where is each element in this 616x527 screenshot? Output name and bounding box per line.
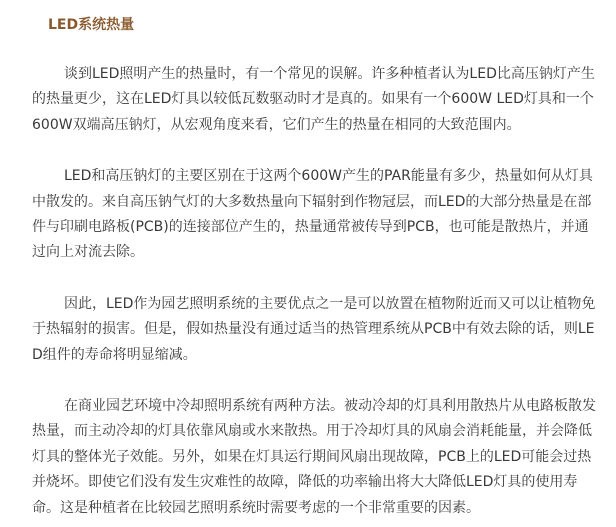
paragraph-4: 在商业园艺环境中冷却照明系统有两种方法。被动冷却的灯具利用散热片从电路板散发热量，而主动冷却的灯具依靠风扇或水来散热。用于冷却灯具的风扇会消耗能量，并会降低灯具的整体光子效能。另外，如果在灯具运行期间风扇出现故障，PCB上的LED可能会过热并烧坏。即使它们没有发生灾难性的故障，降低的功率输出将大大降低LED灯具的使用寿命。这是种植者在比较园艺照明系统时需要考虑的一个非常重要的因素。 (32, 398, 596, 516)
paragraph-2: LED和高压钠灯的主要区别在于这两个600W产生的PAR能量有多少，热量如何从灯具中散发的。来自高压钠气灯的大多数热量向下辐射到作物冠层，而LED的大部分热量是在部件与印刷电路板(PCB)的连接部位产生的，热量通常被传导到PCB，也可能是散热片，并通过向上对流去除。 (32, 168, 593, 261)
paragraph-1: 谈到LED照明产生的热量时，有一个常见的误解。许多种植者认为LED比高压钠灯产生的热量更少，这在LED灯具以较低瓦数驱动时才是真的。如果有一个600W LED灯具和一个600W双端高压钠灯，从宏观角度来看，它们产生的热量在相同的大致范围内。 (32, 66, 595, 133)
section-heading: LED系统热量 (48, 17, 135, 33)
article-body (32, 0, 600, 521)
paragraph-3: 因此，LED作为园艺照明系统的主要优点之一是可以放置在植物附近而又可以让植物免于热辐射的损害。但是，假如热量没有通过适当的热管理系统从PCB中有效去除的话，则LED组件的寿命将明显缩减。 (32, 295, 596, 363)
